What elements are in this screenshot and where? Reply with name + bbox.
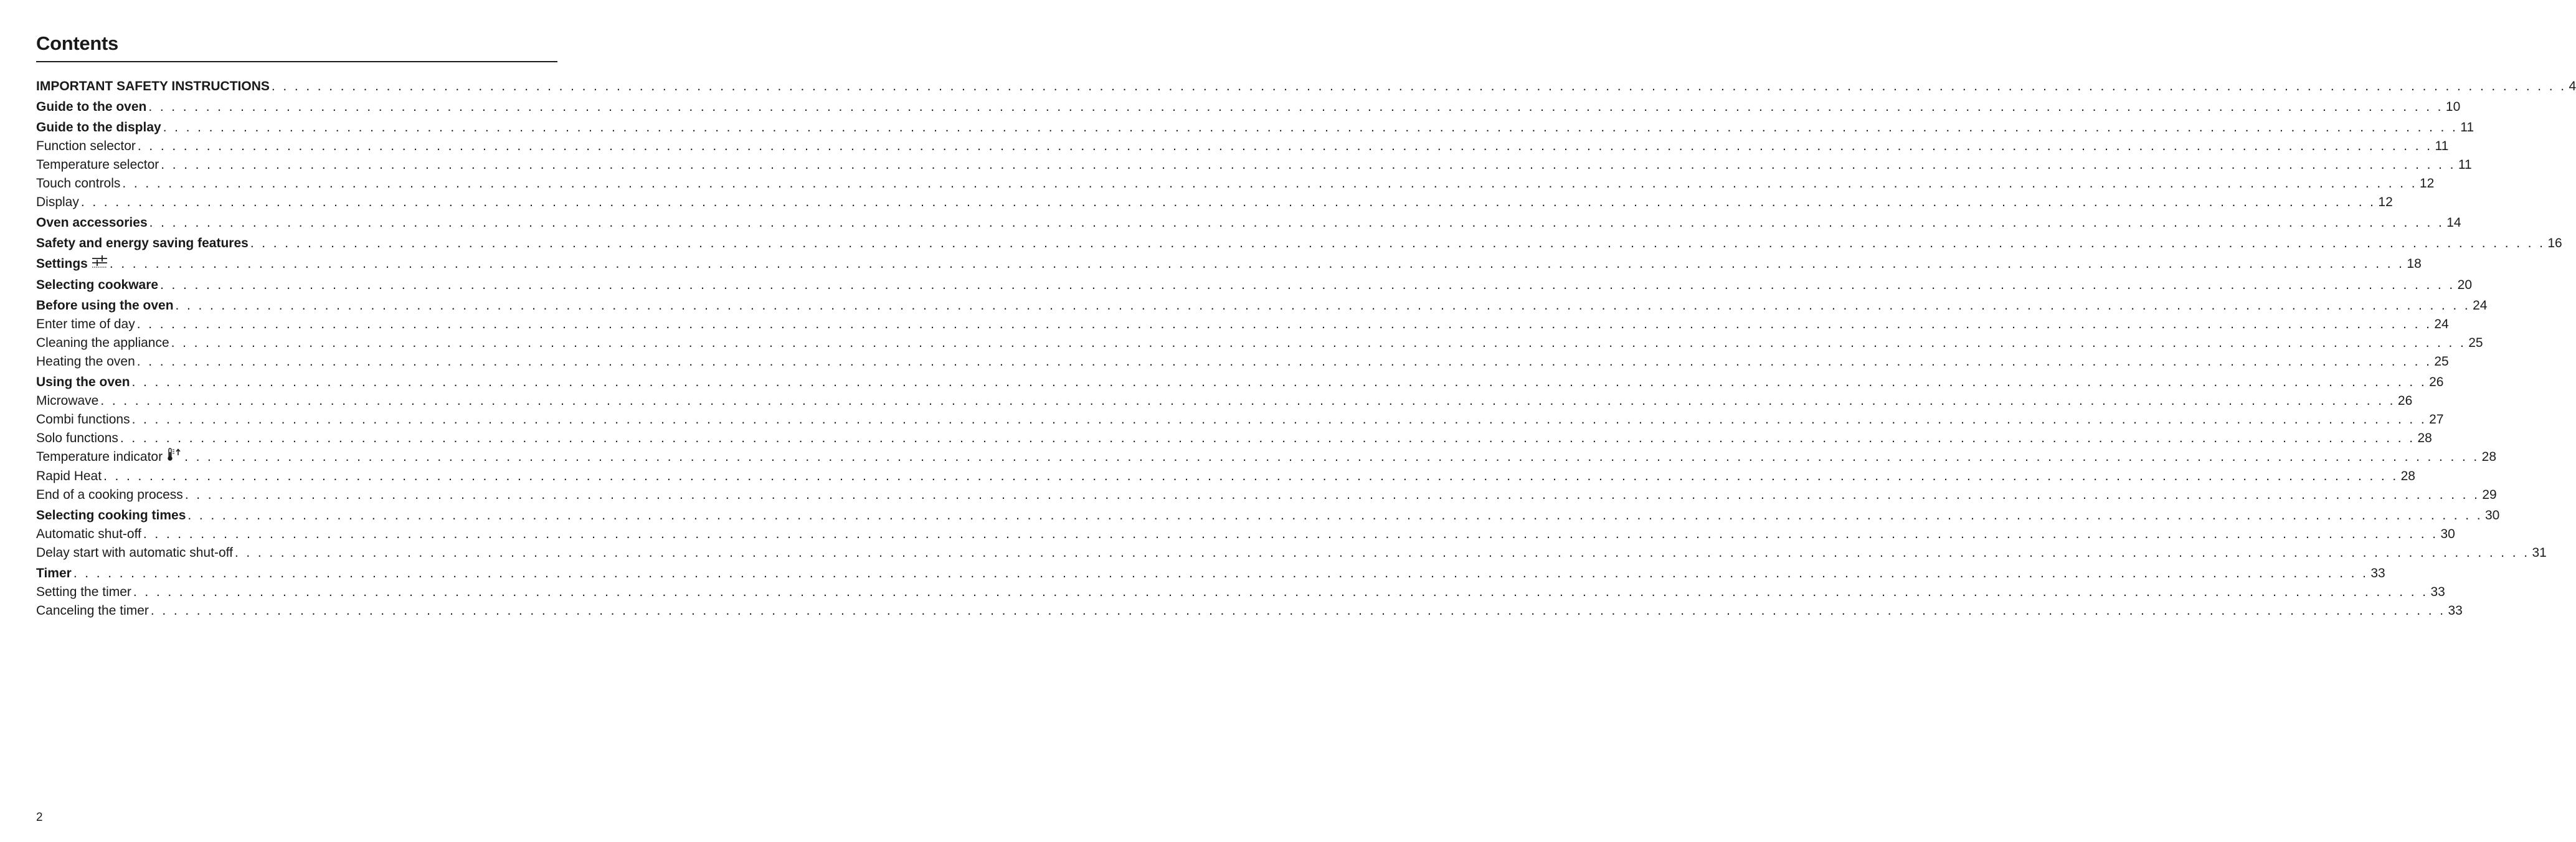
toc-entry[interactable]	[36, 98, 2461, 116]
toc-entry-label	[36, 234, 249, 253]
page-number: 2	[36, 811, 43, 824]
toc-entry-page: 25	[2434, 354, 2449, 369]
toc-entry-label	[36, 77, 270, 96]
page-title: Contents	[36, 32, 118, 54]
settings-sliders-icon	[92, 255, 108, 274]
toc-entry-label	[36, 315, 135, 334]
toc-entry-page: 28	[2481, 450, 2497, 465]
toc-entry[interactable]	[36, 296, 2488, 315]
toc-entry[interactable]	[36, 525, 2455, 544]
toc-entry-label-text: Heating the oven	[36, 354, 135, 369]
toc-entry-label-text: Oven accessories	[36, 215, 148, 230]
toc-entry[interactable]	[36, 315, 2449, 334]
toc-entry-label-text: Solo functions	[36, 431, 118, 445]
toc-entry-label	[36, 352, 135, 371]
toc-entry-label-text: Rapid Heat	[36, 469, 102, 483]
toc-entry-label	[36, 334, 169, 352]
toc-entry-label-text: Using the oven	[36, 375, 130, 389]
toc-dot-leader: . . . . . . . . . . . . . . . . . . . . . . . . . . . . . . . . . . . . . . . . . . . . . . . . . . . . . . . . . . . . . . . . . . . . . . . . . . . . . . . . . . . . . . . . . . . . . . . . . . . . . . . . . . . . . . . . . . . . . . . . . . . . . . . . . . . . . . . . . . . . . . . . . . . . . . . . . . . . . . . . . . . . . . . . . . . . . . . . . . . . . . . . . . . . . . . . . . . . . . . .	[100, 394, 2395, 408]
toc-entry-label	[36, 296, 174, 315]
toc-entry[interactable]	[36, 193, 2393, 212]
toc-entry-page: 33	[2370, 566, 2385, 580]
toc-entry[interactable]	[36, 174, 2435, 193]
toc-entry-label-text: IMPORTANT SAFETY INSTRUCTIONS	[36, 79, 270, 93]
table-of-contents	[36, 77, 2576, 620]
toc-entry-label	[36, 392, 98, 410]
toc-entry-page: 11	[2458, 158, 2472, 172]
toc-entry-page: 4	[2569, 79, 2576, 93]
toc-dot-leader: . . . . . . . . . . . . . . . . . . . . . . . . . . . . . . . . . . . . . . . . . . . . . . . . . . . . . . . . . . . . . . . . . . . . . . . . . . . . . . . . . . . . . . . . . . . . . . . . . . . . . . . . . . . . . . . . . . . . . . . . . . . . . . . . . . . . . . . . . . . . . . . . . . . . . . . . . . . . . . . . . . . . . . . . . . . . . . . . . . . . . . . . . . . . . . . . . . . . . . . .	[187, 508, 2483, 523]
toc-dot-leader: . . . . . . . . . . . . . . . . . . . . . . . . . . . . . . . . . . . . . . . . . . . . . . . . . . . . . . . . . . . . . . . . . . . . . . . . . . . . . . . . . . . . . . . . . . . . . . . . . . . . . . . . . . . . . . . . . . . . . . . . . . . . . . . . . . . . . . . . . . . . . . . . . . . . . . . . . . . . . . . . . . . . . . . . . . . . . . . . . . . . . . . . . . . . . . . . . . . . . . . .	[122, 176, 2417, 191]
toc-entry-label	[36, 373, 130, 392]
toc-entry-label-text: End of a cooking process	[36, 488, 183, 502]
toc-entry-label-text: Before using the oven	[36, 298, 174, 313]
toc-entry-page: 30	[2484, 508, 2500, 523]
toc-entry-label	[36, 174, 120, 193]
toc-entry[interactable]	[36, 234, 2562, 253]
toc-entry-page: 30	[2440, 527, 2455, 541]
toc-entry-label	[36, 98, 146, 116]
toc-entry-label	[36, 255, 108, 274]
toc-entry[interactable]	[36, 373, 2444, 392]
toc-entry-label-text: Selecting cookware	[36, 278, 159, 292]
toc-dot-leader: . . . . . . . . . . . . . . . . . . . . . . . . . . . . . . . . . . . . . . . . . . . . . . . . . . . . . . . . . . . . . . . . . . . . . . . . . . . . . . . . . . . . . . . . . . . . . . . . . . . . . . . . . . . . . . . . . . . . . . . . . . . . . . . . . . . . . . . . . . . . . . . . . . . . . . . . . . . . . . . . . . . . . . . . . . . . . . . . . . . . . . . . . . . . . . . . . . . . . . . .	[175, 298, 2471, 313]
toc-entry-label-text: Display	[36, 195, 79, 209]
toc-entry-label-text: Guide to the display	[36, 120, 161, 135]
toc-dot-leader: . . . . . . . . . . . . . . . . . . . . . . . . . . . . . . . . . . . . . . . . . . . . . . . . . . . . . . . . . . . . . . . . . . . . . . . . . . . . . . . . . . . . . . . . . . . . . . . . . . . . . . . . . . . . . . . . . . . . . . . . . . . . . . . . . . . . . . . . . . . . . . . . . . . . . . . . . . . . . . . . . . . . . . . . . . . . . . . . . . . . . . . . . . . . . . . . . . . . . . . .	[149, 215, 2445, 230]
toc-entry-label-text: Function selector	[36, 139, 136, 153]
toc-entry-label-text: Timer	[36, 566, 72, 580]
toc-entry-label	[36, 118, 161, 137]
toc-entry-page: 12	[2378, 195, 2393, 209]
toc-dot-leader: . . . . . . . . . . . . . . . . . . . . . . . . . . . . . . . . . . . . . . . . . . . . . . . . . . . . . . . . . . . . . . . . . . . . . . . . . . . . . . . . . . . . . . . . . . . . . . . . . . . . . . . . . . . . . . . . . . . . . . . . . . . . . . . . . . . . . . . . . . . . . . . . . . . . . . . . . . . . . . . . . . . . . . . . . . . . . . . . . . . . . . . . . . . . . . . . . . . . . . . .	[250, 236, 2545, 250]
toc-entry[interactable]	[36, 276, 2472, 295]
toc-entry[interactable]	[36, 156, 2472, 174]
toc-entry-label-text: Enter time of day	[36, 317, 135, 331]
toc-entry-page: 28	[2400, 469, 2415, 483]
toc-entry[interactable]	[36, 77, 2576, 96]
toc-entry-page: 25	[2468, 336, 2483, 350]
toc-entry[interactable]	[36, 583, 2445, 602]
toc-entry-page: 27	[2429, 412, 2444, 427]
toc-entry-page: 33	[2448, 603, 2463, 618]
toc-entry-page: 11	[2460, 120, 2474, 135]
toc-entry-label	[36, 429, 118, 448]
toc-dot-leader: . . . . . . . . . . . . . . . . . . . . . . . . . . . . . . . . . . . . . . . . . . . . . . . . . . . . . . . . . . . . . . . . . . . . . . . . . . . . . . . . . . . . . . . . . . . . . . . . . . . . . . . . . . . . . . . . . . . . . . . . . . . . . . . . . . . . . . . . . . . . . . . . . . . . . . . . . . . . . . . . . . . . . . . . . . . . . . . . . . . . . . . . . . . . . . . . . . . . . . . .	[163, 120, 2458, 135]
toc-entry-label	[36, 276, 158, 295]
toc-entry[interactable]	[36, 137, 2449, 156]
toc-dot-leader: . . . . . . . . . . . . . . . . . . . . . . . . . . . . . . . . . . . . . . . . . . . . . . . . . . . . . . . . . . . . . . . . . . . . . . . . . . . . . . . . . . . . . . . . . . . . . . . . . . . . . . . . . . . . . . . . . . . . . . . . . . . . . . . . . . . . . . . . . . . . . . . . . . . . . . . . . . . . . . . . . . . . . . . . . . . . . . . . . . . . . . . . . . . . . . . . . . . . . . . .	[171, 336, 2466, 350]
toc-entry-label-text: Temperature selector	[36, 158, 159, 172]
toc-dot-leader: . . . . . . . . . . . . . . . . . . . . . . . . . . . . . . . . . . . . . . . . . . . . . . . . . . . . . . . . . . . . . . . . . . . . . . . . . . . . . . . . . . . . . . . . . . . . . . . . . . . . . . . . . . . . . . . . . . . . . . . . . . . . . . . . . . . . . . . . . . . . . . . . . . . . . . . . . . . . . . . . . . . . . . . . . . . . . . . . . . . . . . . . . . . . . . . . . . . . . . . .	[184, 488, 2480, 502]
toc-entry[interactable]	[36, 467, 2415, 486]
toc-dot-leader: . . . . . . . . . . . . . . . . . . . . . . . . . . . . . . . . . . . . . . . . . . . . . . . . . . . . . . . . . . . . . . . . . . . . . . . . . . . . . . . . . . . . . . . . . . . . . . . . . . . . . . . . . . . . . . . . . . . . . . . . . . . . . . . . . . . . . . . . . . . . . . . . . . . . . . . . . . . . . . . . . . . . . . . . . . . . . . . . . . . . . . . . . . . . . . . . . . . . . . . .	[133, 585, 2428, 599]
toc-entry-page: 26	[2397, 394, 2413, 408]
toc-entry[interactable]	[36, 602, 2463, 620]
toc-dot-leader: . . . . . . . . . . . . . . . . . . . . . . . . . . . . . . . . . . . . . . . . . . . . . . . . . . . . . . . . . . . . . . . . . . . . . . . . . . . . . . . . . . . . . . . . . . . . . . . . . . . . . . . . . . . . . . . . . . . . . . . . . . . . . . . . . . . . . . . . . . . . . . . . . . . . . . . . . . . . . . . . . . . . . . . . . . . . . . . . . . . . . . . . . . . . . . . . . . . . . . . .	[161, 158, 2456, 172]
toc-entry-label	[36, 137, 136, 156]
toc-entry[interactable]	[36, 118, 2474, 137]
toc-entry[interactable]	[36, 486, 2497, 504]
toc-entry-label	[36, 506, 186, 525]
toc-entry[interactable]	[36, 255, 2422, 274]
toc-entry-page: 24	[2434, 317, 2449, 331]
toc-entry-page: 14	[2446, 215, 2461, 230]
toc-dot-leader: . . . . . . . . . . . . . . . . . . . . . . . . . . . . . . . . . . . . . . . . . . . . . . . . . . . . . . . . . . . . . . . . . . . . . . . . . . . . . . . . . . . . . . . . . . . . . . . . . . . . . . . . . . . . . . . . . . . . . . . . . . . . . . . . . . . . . . . . . . . . . . . . . . . . . . . . . . . . . . . . . . . . . . . . . . . . . . . . . . . . . . . . . . . . . . . . . . . . . . . .	[73, 566, 2369, 580]
toc-entry[interactable]	[36, 429, 2432, 448]
toc-entry-label-text: Selecting cooking times	[36, 508, 186, 523]
toc-entry-label	[36, 525, 141, 544]
toc-entry-page: 10	[2445, 100, 2461, 114]
toc-dot-leader: . . . . . . . . . . . . . . . . . . . . . . . . . . . . . . . . . . . . . . . . . . . . . . . . . . . . . . . . . . . . . . . . . . . . . . . . . . . . . . . . . . . . . . . . . . . . . . . . . . . . . . . . . . . . . . . . . . . . . . . . . . . . . . . . . . . . . . . . . . . . . . . . . . . . . . . . . . . . . . . . . . . . . . . . . . . . . . . . . . . . . . . . . . . . . . . . . . . . . . . .	[271, 79, 2567, 93]
toc-entry-page: 11	[2435, 139, 2449, 153]
toc-entry[interactable]	[36, 506, 2500, 525]
toc-dot-leader: . . . . . . . . . . . . . . . . . . . . . . . . . . . . . . . . . . . . . . . . . . . . . . . . . . . . . . . . . . . . . . . . . . . . . . . . . . . . . . . . . . . . . . . . . . . . . . . . . . . . . . . . . . . . . . . . . . . . . . . . . . . . . . . . . . . . . . . . . . . . . . . . . . . . . . . . . . . . . . . . . . . . . . . . . . . . . . . . . . . . . . . . . . . . . . . . . . . . . . . .	[109, 257, 2405, 272]
toc-entry-label	[36, 486, 183, 504]
toc-entry-label	[36, 602, 149, 620]
toc-dot-leader: . . . . . . . . . . . . . . . . . . . . . . . . . . . . . . . . . . . . . . . . . . . . . . . . . . . . . . . . . . . . . . . . . . . . . . . . . . . . . . . . . . . . . . . . . . . . . . . . . . . . . . . . . . . . . . . . . . . . . . . . . . . . . . . . . . . . . . . . . . . . . . . . . . . . . . . . . . . . . . . . . . . . . . . . . . . . . . . . . . . . . . . . . . . . . . . . . . . . . . . .	[234, 546, 2530, 560]
toc-dot-leader: . . . . . . . . . . . . . . . . . . . . . . . . . . . . . . . . . . . . . . . . . . . . . . . . . . . . . . . . . . . . . . . . . . . . . . . . . . . . . . . . . . . . . . . . . . . . . . . . . . . . . . . . . . . . . . . . . . . . . . . . . . . . . . . . . . . . . . . . . . . . . . . . . . . . . . . . . . . . . . . . . . . . . . . . . . . . . . . . . . . . . . . . . . . . . . . . . . . . . . . .	[150, 603, 2446, 618]
toc-entry-label	[36, 410, 130, 429]
toc-entry-label-text: Cleaning the appliance	[36, 336, 169, 350]
toc-entry-label-text: Guide to the oven	[36, 100, 147, 114]
toc-dot-leader: . . . . . . . . . . . . . . . . . . . . . . . . . . . . . . . . . . . . . . . . . . . . . . . . . . . . . . . . . . . . . . . . . . . . . . . . . . . . . . . . . . . . . . . . . . . . . . . . . . . . . . . . . . . . . . . . . . . . . . . . . . . . . . . . . . . . . . . . . . . . . . . . . . . . . . . . . . . . . . . . . . . . . . . . . . . . . . . . . . . . . . . . . . . . . . . . . . . . . . . .	[160, 278, 2455, 292]
toc-dot-leader: . . . . . . . . . . . . . . . . . . . . . . . . . . . . . . . . . . . . . . . . . . . . . . . . . . . . . . . . . . . . . . . . . . . . . . . . . . . . . . . . . . . . . . . . . . . . . . . . . . . . . . . . . . . . . . . . . . . . . . . . . . . . . . . . . . . . . . . . . . . . . . . . . . . . . . . . . . . . . . . . . . . . . . . . . . . . . . . . . . . . . . . . . . . . . . . . . . . . . . . .	[131, 375, 2427, 389]
toc-dot-leader: . . . . . . . . . . . . . . . . . . . . . . . . . . . . . . . . . . . . . . . . . . . . . . . . . . . . . . . . . . . . . . . . . . . . . . . . . . . . . . . . . . . . . . . . . . . . . . . . . . . . . . . . . . . . . . . . . . . . . . . . . . . . . . . . . . . . . . . . . . . . . . . . . . . . . . . . . . . . . . . . . . . . . . . . . . . . . . . . . . . . . . . . . . . . . . . . . . . . . . . .	[120, 431, 2415, 445]
toc-entry-page: 33	[2430, 585, 2445, 599]
toc-entry[interactable]	[36, 392, 2413, 410]
toc-entry-label-text: Setting the timer	[36, 585, 131, 599]
toc-entry-page: 26	[2429, 375, 2444, 389]
toc-entry[interactable]	[36, 448, 2497, 467]
toc-entry-label	[36, 193, 79, 212]
toc-dot-leader: . . . . . . . . . . . . . . . . . . . . . . . . . . . . . . . . . . . . . . . . . . . . . . . . . . . . . . . . . . . . . . . . . . . . . . . . . . . . . . . . . . . . . . . . . . . . . . . . . . . . . . . . . . . . . . . . . . . . . . . . . . . . . . . . . . . . . . . . . . . . . . . . . . . . . . . . . . . . . . . . . . . . . . . . . . . . . . . . . . . . . . . . . . . . . . . . . . . . . . . .	[184, 450, 2479, 465]
toc-entry-page: 31	[2532, 546, 2547, 560]
toc-dot-leader: . . . . . . . . . . . . . . . . . . . . . . . . . . . . . . . . . . . . . . . . . . . . . . . . . . . . . . . . . . . . . . . . . . . . . . . . . . . . . . . . . . . . . . . . . . . . . . . . . . . . . . . . . . . . . . . . . . . . . . . . . . . . . . . . . . . . . . . . . . . . . . . . . . . . . . . . . . . . . . . . . . . . . . . . . . . . . . . . . . . . . . . . . . . . . . . . . . . . . . . .	[143, 527, 2438, 541]
toc-entry-label-text: Automatic shut-off	[36, 527, 141, 541]
toc-entry-page: 24	[2473, 298, 2488, 313]
toc-entry-label-text: Canceling the timer	[36, 603, 149, 618]
toc-entry[interactable]	[36, 352, 2449, 371]
toc-entry-label-text: Safety and energy saving features	[36, 236, 249, 250]
toc-entry-label-text: Touch controls	[36, 176, 121, 191]
toc-entry[interactable]	[36, 564, 2385, 583]
toc-entry-page: 29	[2482, 488, 2497, 502]
toc-entry[interactable]	[36, 544, 2547, 562]
toc-entry[interactable]	[36, 334, 2483, 352]
toc-entry-label-text: Microwave	[36, 394, 99, 408]
thermometer-rising-icon	[166, 448, 182, 467]
toc-dot-leader: . . . . . . . . . . . . . . . . . . . . . . . . . . . . . . . . . . . . . . . . . . . . . . . . . . . . . . . . . . . . . . . . . . . . . . . . . . . . . . . . . . . . . . . . . . . . . . . . . . . . . . . . . . . . . . . . . . . . . . . . . . . . . . . . . . . . . . . . . . . . . . . . . . . . . . . . . . . . . . . . . . . . . . . . . . . . . . . . . . . . . . . . . . . . . . . . . . . . . . . .	[103, 469, 2398, 483]
toc-entry-label-text: Delay start with automatic shut-off	[36, 546, 233, 560]
toc-entry-label	[36, 564, 72, 583]
toc-dot-leader: . . . . . . . . . . . . . . . . . . . . . . . . . . . . . . . . . . . . . . . . . . . . . . . . . . . . . . . . . . . . . . . . . . . . . . . . . . . . . . . . . . . . . . . . . . . . . . . . . . . . . . . . . . . . . . . . . . . . . . . . . . . . . . . . . . . . . . . . . . . . . . . . . . . . . . . . . . . . . . . . . . . . . . . . . . . . . . . . . . . . . . . . . . . . . . . . . . . . . . . .	[136, 354, 2432, 369]
toc-entry-page: 20	[2457, 278, 2472, 292]
toc-entry-label-text: Temperature indicator	[36, 450, 163, 465]
toc-entry-label	[36, 448, 182, 467]
toc-entry-label-text: Settings	[36, 257, 88, 272]
toc-entry-page: 16	[2547, 236, 2562, 250]
toc-entry-label	[36, 214, 148, 232]
toc-entry-page: 12	[2419, 176, 2435, 191]
toc-entry-page: 28	[2417, 431, 2432, 445]
toc-entry-label	[36, 583, 131, 602]
toc-dot-leader: . . . . . . . . . . . . . . . . . . . . . . . . . . . . . . . . . . . . . . . . . . . . . . . . . . . . . . . . . . . . . . . . . . . . . . . . . . . . . . . . . . . . . . . . . . . . . . . . . . . . . . . . . . . . . . . . . . . . . . . . . . . . . . . . . . . . . . . . . . . . . . . . . . . . . . . . . . . . . . . . . . . . . . . . . . . . . . . . . . . . . . . . . . . . . . . . . . . . . . . .	[80, 195, 2376, 209]
title-divider	[36, 61, 557, 62]
toc-dot-leader: . . . . . . . . . . . . . . . . . . . . . . . . . . . . . . . . . . . . . . . . . . . . . . . . . . . . . . . . . . . . . . . . . . . . . . . . . . . . . . . . . . . . . . . . . . . . . . . . . . . . . . . . . . . . . . . . . . . . . . . . . . . . . . . . . . . . . . . . . . . . . . . . . . . . . . . . . . . . . . . . . . . . . . . . . . . . . . . . . . . . . . . . . . . . . . . . . . . . . . . .	[137, 139, 2433, 153]
toc-dot-leader: . . . . . . . . . . . . . . . . . . . . . . . . . . . . . . . . . . . . . . . . . . . . . . . . . . . . . . . . . . . . . . . . . . . . . . . . . . . . . . . . . . . . . . . . . . . . . . . . . . . . . . . . . . . . . . . . . . . . . . . . . . . . . . . . . . . . . . . . . . . . . . . . . . . . . . . . . . . . . . . . . . . . . . . . . . . . . . . . . . . . . . . . . . . . . . . . . . . . . . . .	[148, 100, 2443, 114]
toc-entry[interactable]	[36, 410, 2444, 429]
toc-entry-page: 18	[2407, 257, 2422, 272]
toc-entry[interactable]	[36, 214, 2461, 232]
toc-dot-leader: . . . . . . . . . . . . . . . . . . . . . . . . . . . . . . . . . . . . . . . . . . . . . . . . . . . . . . . . . . . . . . . . . . . . . . . . . . . . . . . . . . . . . . . . . . . . . . . . . . . . . . . . . . . . . . . . . . . . . . . . . . . . . . . . . . . . . . . . . . . . . . . . . . . . . . . . . . . . . . . . . . . . . . . . . . . . . . . . . . . . . . . . . . . . . . . . . . . . . . . .	[131, 412, 2427, 427]
toc-dot-leader: . . . . . . . . . . . . . . . . . . . . . . . . . . . . . . . . . . . . . . . . . . . . . . . . . . . . . . . . . . . . . . . . . . . . . . . . . . . . . . . . . . . . . . . . . . . . . . . . . . . . . . . . . . . . . . . . . . . . . . . . . . . . . . . . . . . . . . . . . . . . . . . . . . . . . . . . . . . . . . . . . . . . . . . . . . . . . . . . . . . . . . . . . . . . . . . . . . . . . . . .	[136, 317, 2432, 331]
toc-entry-label	[36, 544, 233, 562]
toc-entry-label	[36, 156, 159, 174]
toc-entry-label-text: Combi functions	[36, 412, 130, 427]
toc-entry-label	[36, 467, 102, 486]
